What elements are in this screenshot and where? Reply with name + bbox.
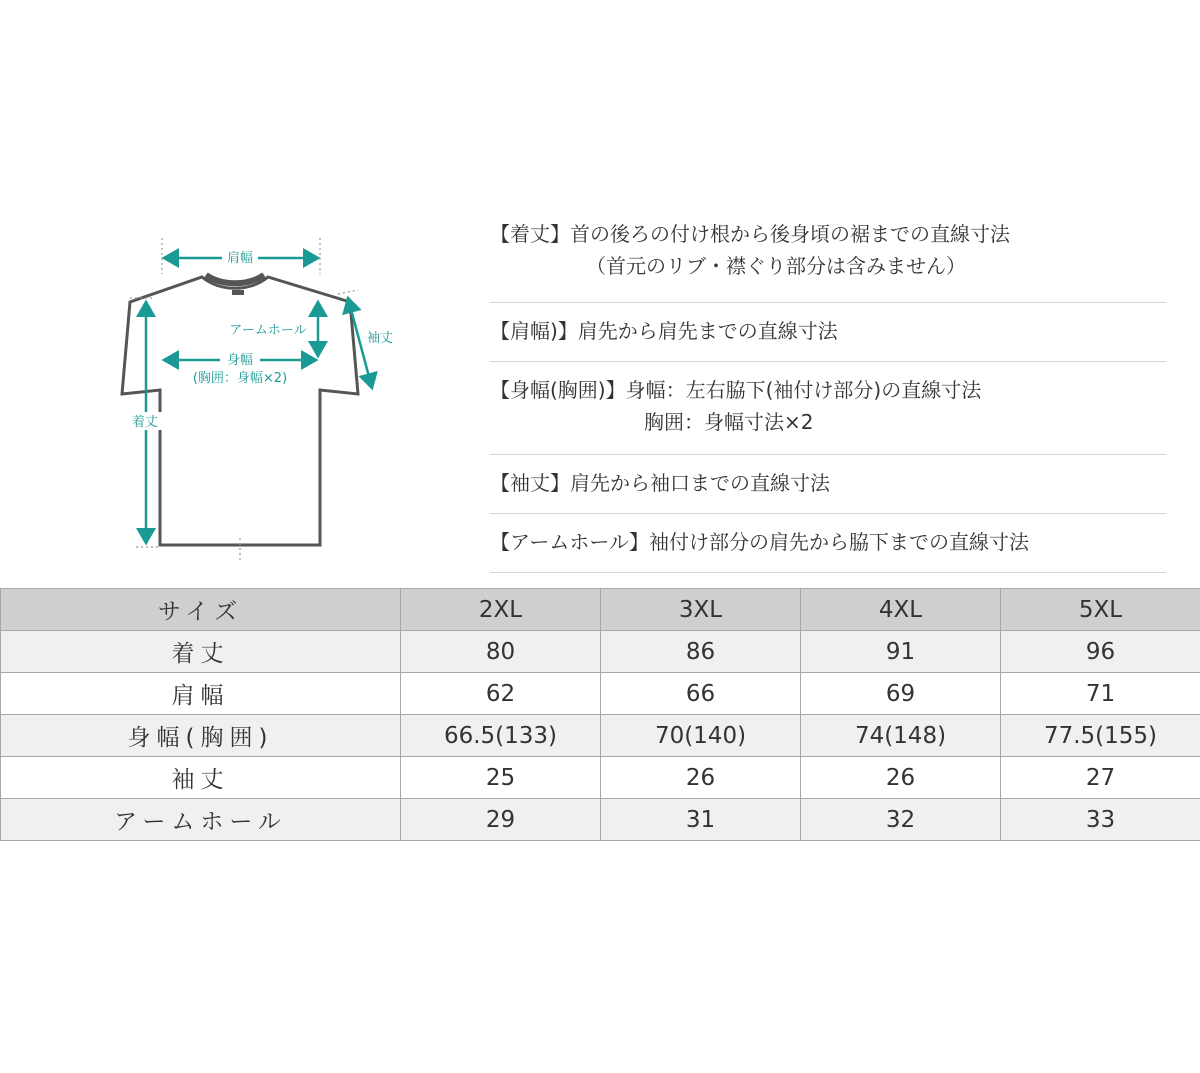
armhole-label: アームホール: [229, 323, 307, 338]
table-cell: 66: [601, 673, 801, 715]
table-cell: 32: [801, 799, 1001, 841]
definition-line: 胸囲：身幅寸法×2: [644, 410, 814, 434]
table-row-label: 身幅(胸囲): [1, 715, 401, 757]
tshirt-outline: [122, 277, 358, 545]
table-header-row: [1, 589, 1200, 631]
table-cell: 31: [601, 799, 801, 841]
table-cell: 86: [601, 631, 801, 673]
chest-note-label: (胸囲：身幅×2): [192, 371, 288, 386]
body-width-label: 身幅: [226, 353, 254, 368]
table-cell: 25: [401, 757, 601, 799]
table-cell: 96: [1001, 631, 1200, 673]
definition-line: （首元のリブ・襟ぐり部分は含みません）: [586, 254, 966, 278]
table-cell: 29: [401, 799, 601, 841]
table-row-label: アームホール: [1, 799, 401, 841]
size-table: [0, 588, 1200, 841]
definition-line: 【アームホール】袖付け部分の肩先から脇下までの直線寸法: [490, 530, 1029, 554]
table-header-cell: 4XL: [801, 589, 1001, 631]
definition-sleeve: [490, 455, 1166, 514]
definition-shoulder: [490, 303, 1166, 362]
table-cell: 26: [601, 757, 801, 799]
table-cell: 69: [801, 673, 1001, 715]
table-cell: 71: [1001, 673, 1200, 715]
table-row-label: 袖丈: [1, 757, 401, 799]
table-cell: 33: [1001, 799, 1200, 841]
table-cell: 74(148): [801, 715, 1001, 757]
table-row-label: 着丈: [1, 631, 401, 673]
shoulder-label: 肩幅: [226, 251, 254, 266]
table-header-cell: 3XL: [601, 589, 801, 631]
sleeve-label: 袖丈: [366, 331, 394, 346]
definition-line: 【身幅(胸囲)】身幅：左右脇下(袖付け部分)の直線寸法: [490, 378, 982, 402]
measurement-definitions: [490, 218, 1166, 573]
table-cell: 70(140): [601, 715, 801, 757]
table-row: [1, 715, 1200, 757]
table-row: [1, 757, 1200, 799]
definition-armhole: [490, 514, 1166, 573]
table-row: [1, 799, 1200, 841]
tshirt-measurement-diagram: [100, 230, 430, 570]
table-cell: 27: [1001, 757, 1200, 799]
tshirt-collar: [206, 275, 264, 283]
definition-line: 【袖丈】肩先から袖口までの直線寸法: [490, 471, 830, 495]
table-header-cell: 5XL: [1001, 589, 1200, 631]
table-cell: 62: [401, 673, 601, 715]
definition-line: 【肩幅)】肩先から肩先までの直線寸法: [490, 319, 838, 343]
table-row: [1, 673, 1200, 715]
table-header-cell: サイズ: [1, 589, 401, 631]
table-cell: 91: [801, 631, 1001, 673]
table-cell: 26: [801, 757, 1001, 799]
table-row: [1, 631, 1200, 673]
length-label: 着丈: [131, 415, 159, 430]
table-cell: 77.5(155): [1001, 715, 1200, 757]
table-row-label: 肩幅: [1, 673, 401, 715]
definition-body-width: [490, 362, 1166, 455]
definition-line: 【着丈】首の後ろの付け根から後身頃の裾までの直線寸法: [490, 222, 1010, 246]
table-header-cell: 2XL: [401, 589, 601, 631]
table-cell: 66.5(133): [401, 715, 601, 757]
definition-length: [490, 218, 1166, 303]
table-cell: 80: [401, 631, 601, 673]
